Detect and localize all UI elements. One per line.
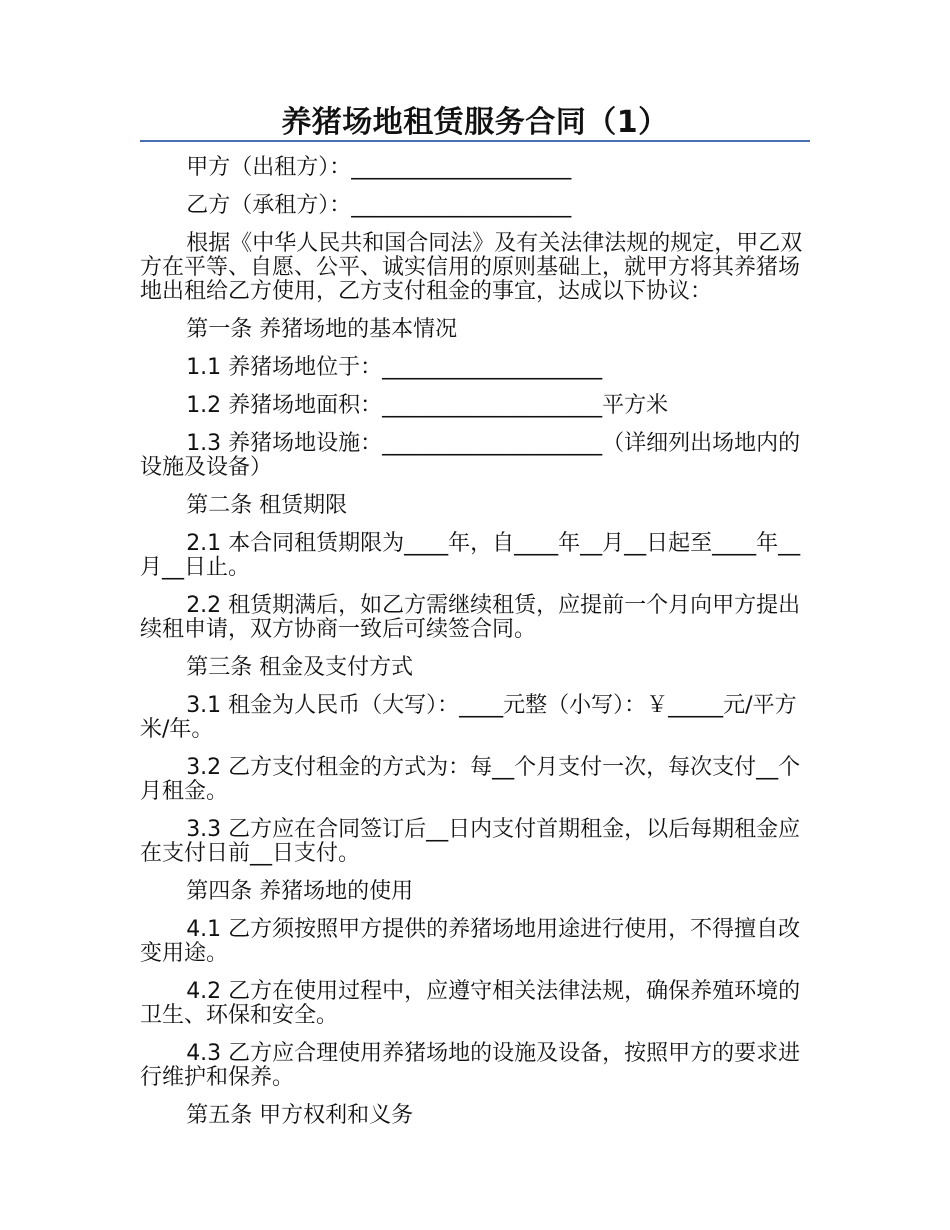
clause-2-2: 2.2 租赁期满后，如乙方需继续租赁，应提前一个月向甲方提出续租申请，双方协商一致后可续签合同。 bbox=[140, 593, 801, 642]
clause-4-2: 4.2 乙方在使用过程中，应遵守相关法律法规，确保养殖环境的卫生、环保和安全。 bbox=[140, 979, 801, 1028]
preamble-paragraph: 根据《中华人民共和国合同法》及有关法律法规的规定，甲乙双方在平等、自愿、公平、诚实信用的原则基础上，就甲方将其养猪场地出租给乙方使用，乙方支付租金的事宜，达成以下协议： bbox=[140, 231, 803, 304]
article-4-heading: 第四条 养猪场地的使用 bbox=[186, 879, 414, 904]
clause-3-1: 3.1 租金为人民币（大写）：____元整（小写）：￥_____元/平方米/年。 bbox=[140, 693, 797, 742]
clause-2-1: 2.1 本合同租赁期限为____年，自____年__月__日起至____年__月__日止。 bbox=[140, 531, 801, 580]
article-2-heading: 第二条 租赁期限 bbox=[186, 493, 348, 518]
document-title: 养猪场地租赁服务合同（1） bbox=[281, 105, 669, 140]
title-underline bbox=[140, 140, 810, 142]
clause-4-1: 4.1 乙方须按照甲方提供的养猪场地用途进行使用，不得擅自改变用途。 bbox=[140, 917, 801, 966]
party-a-line: 甲方（出租方）：____________________ bbox=[186, 155, 572, 180]
article-3-heading: 第三条 租金及支付方式 bbox=[186, 655, 414, 680]
clause-3-2: 3.2 乙方支付租金的方式为：每__个月支付一次，每次支付__个月租金。 bbox=[140, 755, 801, 804]
article-5-heading: 第五条 甲方权利和义务 bbox=[186, 1103, 414, 1128]
clause-1-2: 1.2 养猪场地面积：____________________平方米 bbox=[186, 393, 669, 418]
clause-3-3: 3.3 乙方应在合同签订后__日内支付首期租金，以后每期租金应在支付日前__日支付。 bbox=[140, 817, 801, 866]
document-body bbox=[140, 156, 810, 1142]
clause-4-3: 4.3 乙方应合理使用养猪场地的设施及设备，按照甲方的要求进行维护和保养。 bbox=[140, 1041, 801, 1090]
clause-1-1: 1.1 养猪场地位于：____________________ bbox=[186, 355, 603, 380]
party-b-line: 乙方（承租方）：____________________ bbox=[186, 193, 572, 218]
article-1-heading: 第一条 养猪场地的基本情况 bbox=[186, 317, 458, 342]
clause-1-3: 1.3 养猪场地设施：____________________（详细列出场地内的设施及设备） bbox=[140, 431, 801, 480]
